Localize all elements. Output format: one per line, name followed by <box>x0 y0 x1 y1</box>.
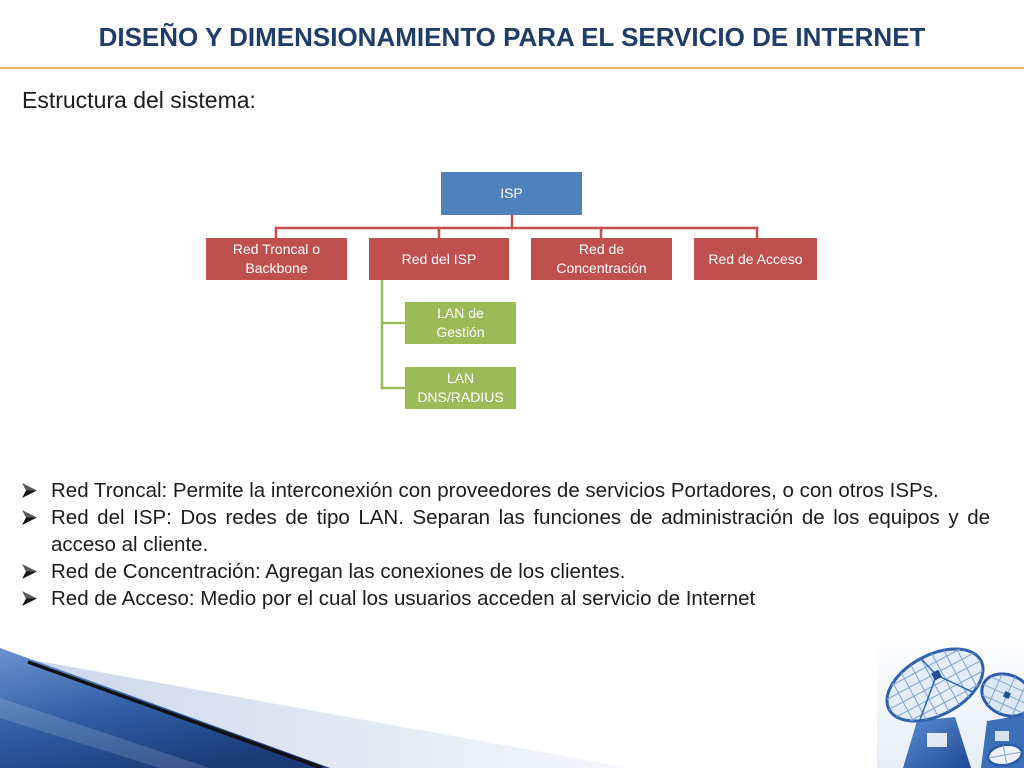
bullet-item <box>22 504 990 558</box>
bullet-text: Red de Acceso: Medio por el cual los usuarios acceden al servicio de Internet <box>51 587 756 610</box>
slide-title: DISEÑO Y DIMENSIONAMIENTO PARA EL SERVICIO DE INTERNET <box>98 22 926 52</box>
arrow-bullet-icon <box>22 510 37 525</box>
node-lan-dns-radius <box>405 367 516 409</box>
node-red-del-isp <box>369 238 509 280</box>
node-label: LAN DNS/RADIUS <box>417 370 504 405</box>
bullet-item <box>22 558 990 585</box>
node-lan-gestion <box>405 302 516 344</box>
bullet-item <box>22 585 990 612</box>
section-heading: Estructura del sistema: <box>22 87 256 113</box>
node-red-troncal <box>206 238 347 280</box>
node-label: Red Troncal o Backbone <box>232 241 321 276</box>
title-divider <box>0 67 1024 69</box>
satellite-dish-icon <box>877 635 1024 768</box>
node-isp <box>441 172 582 215</box>
arrow-bullet-icon <box>22 483 37 498</box>
arrow-bullet-icon <box>22 564 37 579</box>
arrow-bullet-icon <box>22 591 37 606</box>
bullet-list <box>22 477 990 612</box>
node-label: Red del ISP <box>401 250 477 267</box>
bullet-text: Red del ISP: Dos redes de tipo LAN. Separan las funciones de administración de los equipos y de acceso al cliente. <box>51 506 990 556</box>
bullet-item <box>22 477 990 504</box>
node-label: Red de Concentración <box>556 241 647 276</box>
corner-swoosh-decoration <box>0 640 640 768</box>
bullet-text: Red de Concentración: Agregan las conexiones de los clientes. <box>51 560 626 583</box>
node-label: Red de Acceso <box>708 250 803 267</box>
bullet-text: Red Troncal: Permite la interconexión con proveedores de servicios Portadores, o con otros ISPs. <box>51 479 939 502</box>
node-red-concentracion <box>531 238 672 280</box>
node-red-acceso <box>694 238 817 280</box>
node-label: LAN de Gestión <box>436 305 485 340</box>
node-label: ISP <box>500 185 523 201</box>
